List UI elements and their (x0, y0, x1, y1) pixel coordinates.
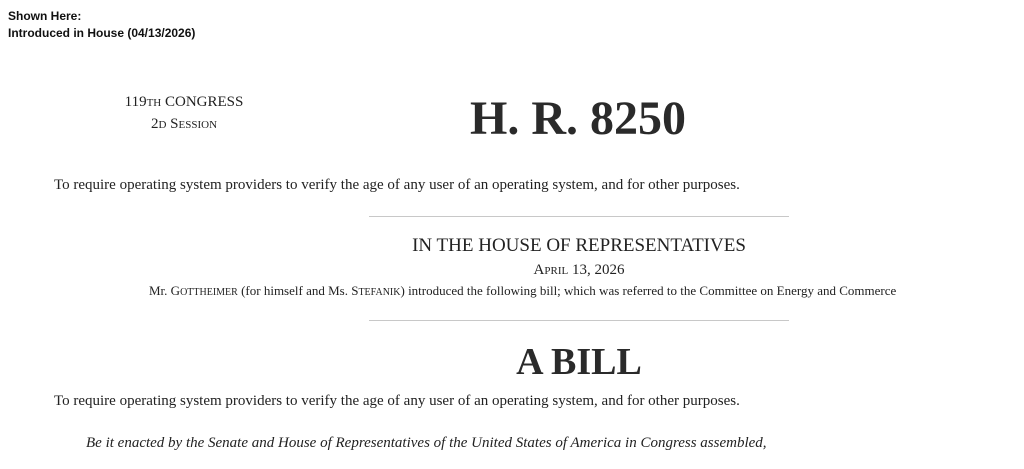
congress-label (98, 92, 270, 114)
referral-text: ) introduced the following bill; which was referred to the Committee on Energy and Commerce (400, 283, 897, 298)
session-label (98, 114, 270, 136)
version-label: Introduced in House (04/13/2026) (8, 26, 196, 40)
shown-here-label: Shown Here: (8, 9, 82, 23)
cosponsor-name-rest: TEFANIK (358, 287, 401, 298)
divider-bottom (369, 320, 789, 321)
bill-purpose-body: To require operating system providers to verify the age of any user of an operating system, and for other purposes. (54, 393, 740, 409)
bill-title-heading: A BILL (516, 341, 642, 383)
bill-number: H. R. 8250 (470, 92, 686, 145)
bill-purpose-summary: To require operating system providers to verify the age of any user of an operating system, and for other purposes. (54, 177, 740, 193)
sponsor-middle: (for himself and Ms. (237, 283, 352, 298)
date-month-first: A (533, 262, 545, 278)
congress-session-block (98, 92, 270, 136)
divider-top (369, 216, 789, 217)
sponsor-prefix: Mr. (149, 283, 171, 298)
sponsor-line (149, 283, 896, 301)
sponsor-name-first: G (170, 283, 181, 298)
session-word-first: S (166, 116, 179, 132)
session-suffix: D (158, 119, 167, 131)
introduced-date (369, 261, 789, 280)
session-word-rest: ESSION (178, 119, 218, 131)
session-number: 2 (150, 116, 159, 132)
congress-number: 119 (124, 94, 147, 110)
date-day-year: 13, 2026 (568, 262, 625, 278)
house-heading: IN THE HOUSE OF REPRESENTATIVES (412, 235, 746, 256)
sponsor-name-rest: OTTHEIMER (180, 287, 238, 298)
congress-word: CONGRESS (161, 94, 244, 110)
version-status (8, 8, 195, 42)
cosponsor-name-first: S (351, 283, 359, 298)
date-month-rest: PRIL (544, 265, 569, 277)
congress-number-suffix: TH (146, 97, 162, 109)
enacting-clause: Be it enacted by the Senate and House of Representatives of the United States of America in Congress assembled, (86, 435, 767, 451)
